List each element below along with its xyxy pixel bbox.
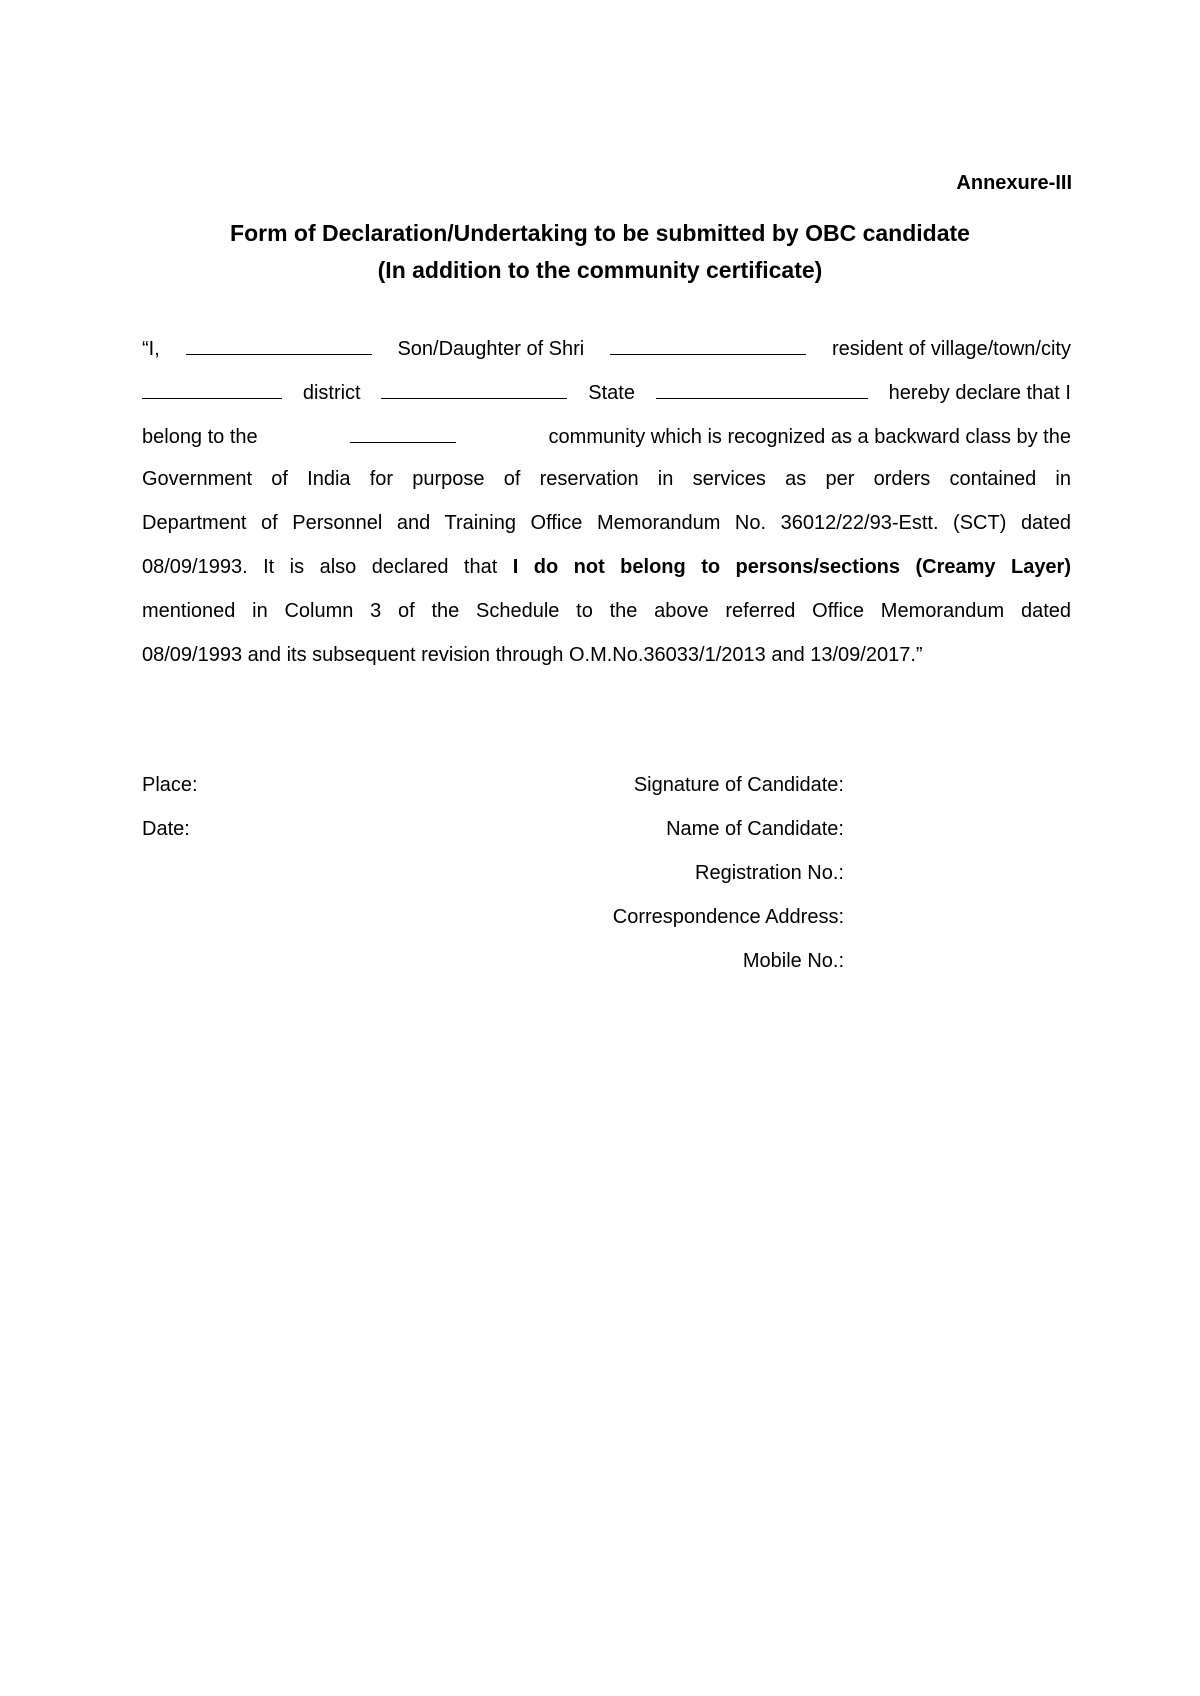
date-label: Date: [142,818,190,840]
father-name-blank[interactable] [610,336,806,355]
mobile-label: Mobile No.: [742,950,844,972]
district-label: district [302,382,361,404]
resident-label: resident of village/town/city [831,338,1071,360]
declaration-line-4: Government of India for purpose of reservation in services as per orders contained in [142,468,1071,490]
declaration-line-1 [142,336,1071,361]
form-subtitle: (In addition to the community certificate) [377,257,823,283]
hereby-declare-text: hereby declare that I [888,382,1071,404]
candidate-name-label: Name of Candidate: [666,818,844,840]
declaration-line-8: 08/09/1993 and its subsequent revision through O.M.No.36033/1/2013 and 13/09/2017.” [142,644,923,666]
place-label: Place: [142,774,198,796]
declaration-line-6 [142,556,1071,579]
state-blank[interactable] [656,380,868,399]
creamy-layer-text: I do not belong to persons/sections (Creamy Layer) [512,556,1072,578]
form-title: Form of Declaration/Undertaking to be submitted by OBC candidate [230,220,970,246]
signature-label: Signature of Candidate: [633,774,844,796]
annexure-label: Annexure-III [956,172,1072,194]
community-blank[interactable] [350,424,456,443]
declaration-line-2 [142,380,1071,405]
district-blank[interactable] [381,380,567,399]
belong-to-text: belong to the [142,426,258,448]
declaration-open: “I, [142,338,160,360]
declaration-line-7: mentioned in Column 3 of the Schedule to the above referred Office Memorandum dated [142,600,1071,622]
state-label: State [588,382,635,404]
son-daughter-label: Son/Daughter of Shri [397,338,585,360]
candidate-name-blank[interactable] [186,336,372,355]
declaration-line-3 [142,424,1071,449]
declaration-line-5: Department of Personnel and Training Office Memorandum No. 36012/22/93-Estt. (SCT) dated [142,512,1071,534]
village-town-blank[interactable] [142,380,282,399]
registration-label: Registration No.: [695,862,844,884]
also-declared-text: 08/09/1993. It is also declared that [142,556,498,578]
community-text: community which is recognized as a backward class by the [548,426,1071,448]
address-label: Correspondence Address: [612,906,844,928]
